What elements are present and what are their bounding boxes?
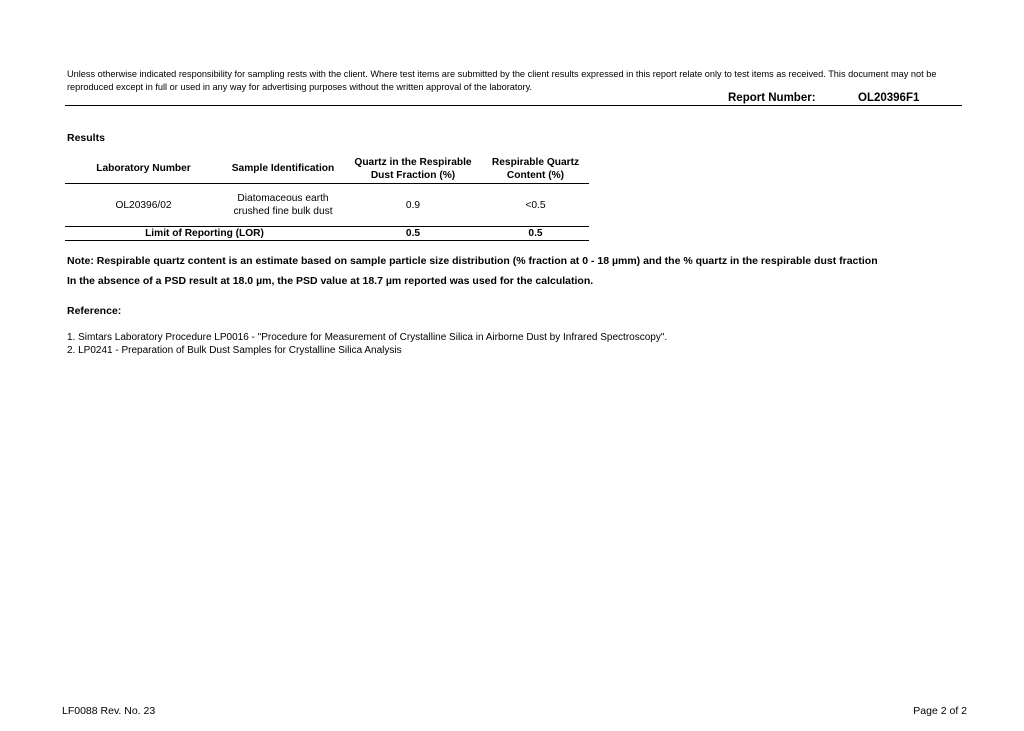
report-number-label: Report Number:	[728, 92, 816, 104]
reference-list	[67, 331, 667, 357]
page-number: Page 2 of 2	[913, 705, 967, 717]
table-row	[65, 184, 589, 227]
sample-id-line2: crushed fine bulk dust	[233, 206, 333, 217]
lor-row	[65, 227, 589, 241]
report-number	[728, 92, 920, 104]
form-code: LF0088 Rev. No. 23	[62, 705, 156, 717]
reference-item-2: 2. LP0241 - Preparation of Bulk Dust Samples for Crystalline Silica Analysis	[67, 345, 402, 356]
lor-quartz-respirable: 0.5	[344, 227, 482, 241]
results-table	[65, 154, 589, 241]
table-header-row	[65, 154, 589, 184]
column-header-lab-number: Laboratory Number	[65, 154, 222, 184]
disclaimer-text: Unless otherwise indicated responsibility for sampling rests with the client. Where test items are submitted by the client results expressed in this report relate only to test items as received. This document may not be reproduced except in full or used in any way for advertising purposes without the written approval of the laboratory.	[67, 69, 937, 92]
cell-quartz-respirable: 0.9	[405, 199, 421, 211]
results-heading: Results	[67, 132, 105, 144]
cell-lab-number: OL20396/02	[115, 199, 172, 211]
lor-respirable-quartz-content: 0.5	[482, 227, 589, 241]
reference-item-1: 1. Simtars Laboratory Procedure LP0016 - "Procedure for Measurement of Crystalline Silica in Airborne Dust by Infrared Spectroscopy".	[67, 332, 668, 343]
column-header-respirable-quartz-content: Respirable Quartz Content (%)	[482, 154, 589, 184]
column-header-sample-id: Sample Identification	[222, 154, 344, 184]
reference-heading: Reference:	[67, 305, 122, 317]
note-line-2: In the absence of a PSD result at 18.0 µm, the PSD value at 18.7 µm reported was used for the calculation.	[67, 275, 594, 287]
header-divider	[65, 105, 962, 106]
sample-id-line1: Diatomaceous earth	[237, 193, 329, 204]
cell-sample-id	[222, 184, 344, 227]
report-number-value: OL20396F1	[858, 92, 920, 104]
column-header-quartz-respirable: Quartz in the Respirable Dust Fraction (%)	[344, 154, 482, 184]
note-line-1: Note: Respirable quartz content is an estimate based on sample particle size distribution (% fraction at 0 - 18 µmm) and the % quartz in the respirable dust fraction	[67, 255, 878, 267]
cell-respirable-quartz-content: <0.5	[525, 199, 546, 211]
lor-label: Limit of Reporting (LOR)	[65, 227, 344, 241]
